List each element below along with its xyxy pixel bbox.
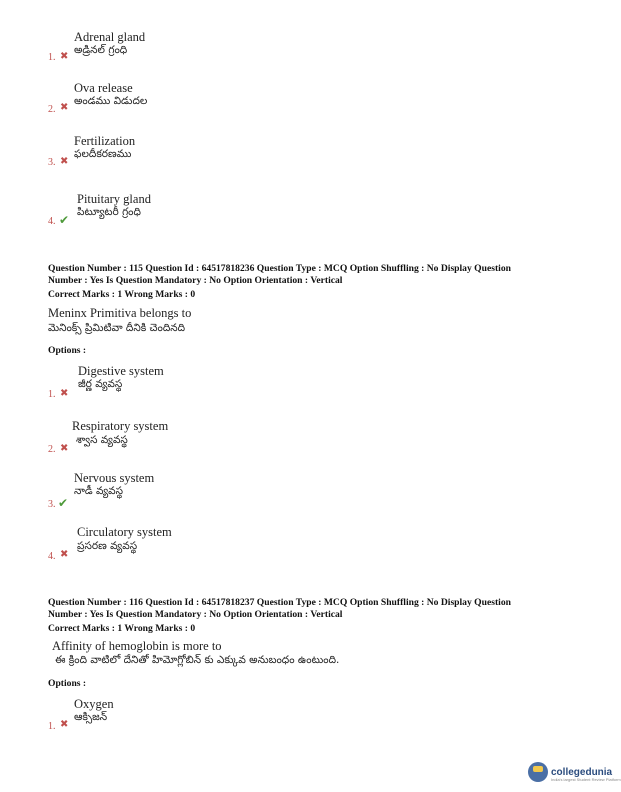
option-text-te: పిట్యూటరీ గ్రంధి	[77, 206, 141, 218]
wrong-mark-icon: ✖	[60, 719, 69, 730]
question-115-marks: Correct Marks : 1 Wrong Marks : 0	[48, 289, 196, 300]
option-text-en: Ova release	[74, 81, 133, 95]
option-text-en: Digestive system	[78, 364, 164, 378]
question-116-meta-line-2: Number : Yes Is Question Mandatory : No Option Orientation : Vertical	[48, 609, 343, 620]
option-text-te: ప్రసరణ వ్యవస్థ	[77, 540, 138, 552]
logo-name: collegedunia	[551, 766, 613, 778]
option-number: 1.	[48, 52, 56, 63]
option-text-te: ఫలదీకరణము	[74, 148, 132, 160]
option-number: 1.	[48, 389, 56, 400]
option-text-en: Fertilization	[74, 134, 136, 148]
wrong-mark-icon: ✖	[60, 388, 69, 399]
option-number: 2.	[48, 104, 56, 115]
option-text-en: Pituitary gland	[77, 192, 151, 206]
question-115-meta-line-2: Number : Yes Is Question Mandatory : No Option Orientation : Vertical	[48, 275, 343, 286]
correct-check-icon: ✔	[59, 213, 70, 227]
option-text-en: Circulatory system	[77, 525, 172, 539]
option-text-te: జీర్ణ వ్యవస్థ	[78, 378, 123, 390]
logo-tagline: India's largest Student Review Platform	[551, 777, 621, 782]
option-text-te: ఆక్సిజన్	[74, 711, 108, 723]
option-number: 3.	[48, 499, 56, 510]
wrong-mark-icon: ✖	[60, 102, 69, 113]
option-number: 4.	[48, 551, 56, 562]
option-number: 1.	[48, 721, 56, 732]
logo-badge-icon	[528, 762, 548, 782]
option-text-en: Respiratory system	[72, 419, 169, 433]
question-116-marks: Correct Marks : 1 Wrong Marks : 0	[48, 623, 196, 634]
option-number: 3.	[48, 157, 56, 168]
question-116-text-en: Affinity of hemoglobin is more to	[52, 639, 222, 653]
question-116-options-label: Options :	[48, 678, 87, 689]
question-115-options-label: Options :	[48, 345, 87, 356]
question-115-text-te: మెనింక్స్ ప్రిమిటివా దీనికి చెందినది	[48, 322, 186, 334]
correct-check-icon: ✔	[58, 496, 69, 510]
collegedunia-logo	[528, 762, 621, 782]
wrong-mark-icon: ✖	[60, 51, 69, 62]
option-text-te: అడ్రినల్ గ్రంధి	[74, 44, 128, 56]
wrong-mark-icon: ✖	[60, 443, 69, 454]
option-text-te: శ్వాస వ్యవస్థ	[76, 434, 128, 446]
option-text-en: Nervous system	[74, 471, 155, 485]
option-number: 4.	[48, 216, 56, 227]
question-115-meta-line-1: Question Number : 115 Question Id : 64517818236 Question Type : MCQ Option Shuffling : No Display Question	[48, 263, 511, 274]
option-text-te: నాడీ వ్యవస్థ	[74, 485, 124, 497]
option-text-en: Oxygen	[74, 697, 114, 711]
option-text-en: Adrenal gland	[74, 30, 146, 44]
wrong-mark-icon: ✖	[60, 549, 69, 560]
question-116-text-te: ఈ క్రింది వాటిలో దేనితో హిమోగ్లోబిన్ కు ఎక్కువ అనుబంధం ఉంటుంది.	[55, 654, 340, 666]
option-number: 2.	[48, 444, 56, 455]
option-text-te: అండము విడుదల	[74, 95, 148, 107]
question-116-meta-line-1: Question Number : 116 Question Id : 64517818237 Question Type : MCQ Option Shuffling : No Display Question	[48, 597, 511, 608]
wrong-mark-icon: ✖	[60, 156, 69, 167]
question-115-text-en: Meninx Primitiva belongs to	[48, 306, 192, 320]
